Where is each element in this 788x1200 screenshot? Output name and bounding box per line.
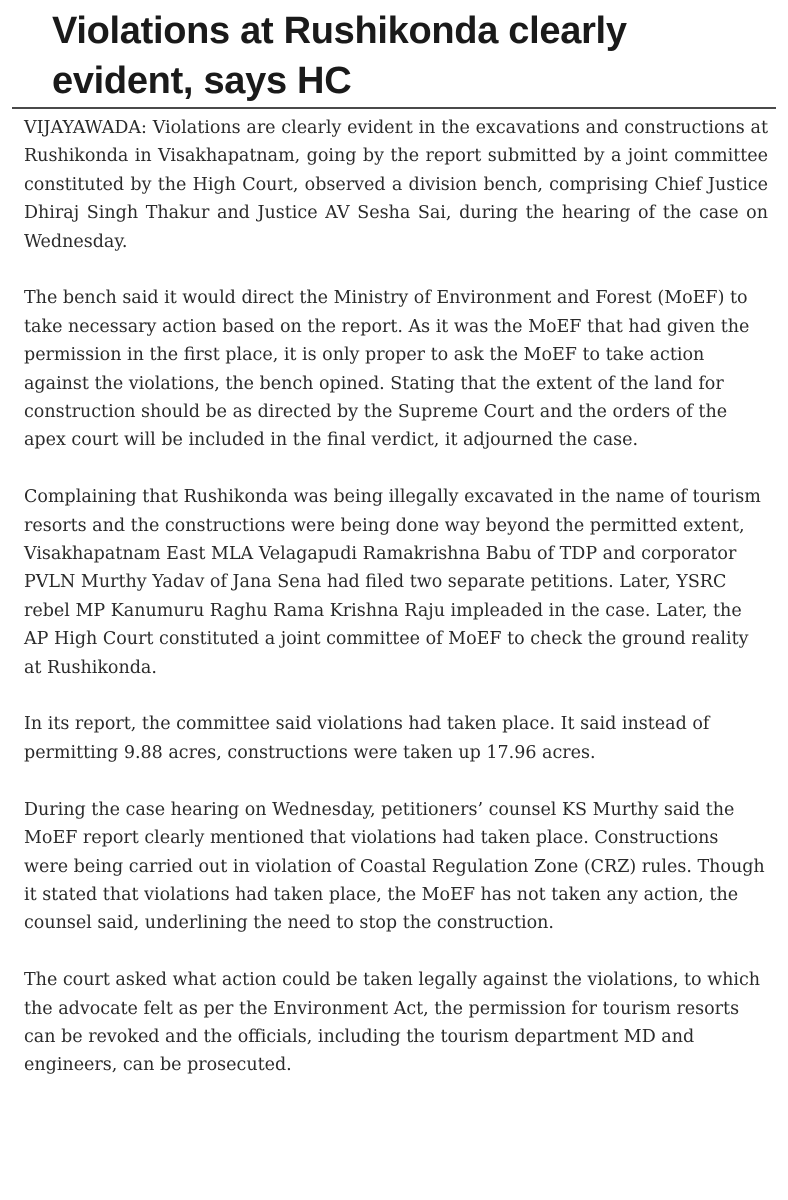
article-paragraph-4: In its report, the committee said violations had taken place. It said instead of permitting 9.88 acres, constructions were taken up 17.96 acres.: [24, 714, 710, 763]
headline: Violations at Rushikonda clearly evident, says HC: [52, 10, 627, 102]
headline-divider: [12, 107, 776, 109]
article-paragraph-3: Complaining that Rushikonda was being illegally excavated in the name of tourism resorts and the constructions were being done way beyond the permitted extent, Visakhapatnam East MLA Velagapudi Ramakrishna Babu of TDP and corporator PVLN Murthy Yadav of Jana Sena had filed two separate petitions. Later, YSRC rebel MP Kanumuru Raghu Rama Krishna Raju impleaded in the case. Later, the AP High Court constituted a joint committee of MoEF to check the ground reality at Rushikonda.: [24, 487, 761, 678]
article-paragraph-6: The court asked what action could be taken legally against the violations, to which the advocate felt as per the Environment Act, the permission for tourism resorts can be revoked and the officials, including the tourism department MD and engineers, can be prosecuted.: [24, 970, 761, 1076]
article-paragraph-5: During the case hearing on Wednesday, petitioners’ counsel KS Murthy said the MoEF report clearly mentioned that violations had taken place. Constructions were being carried out in violation of Coastal Regulation Zone (CRZ) rules. Though it stated that violations had taken place, the MoEF has not taken any action, the counsel said, underlining the need to stop the construction.: [24, 799, 765, 934]
article-paragraph-1: VIJAYAWADA: Violations are clearly evident in the excavations and constructions at Rushikonda in Visakhapatnam, going by the report submitted by a joint committee constituted by the High Court, observed a division bench, comprising Chief Justice Dhiraj Singh Thakur and Justice AV Sesha Sai, during the hearing of the case on Wednesday.: [24, 118, 768, 252]
article-paragraph-2: The bench said it would direct the Ministry of Environment and Forest (MoEF) to take necessary action based on the report. As it was the MoEF that had given the permission in the first place, it is only proper to ask the MoEF to take action against the violations, the bench opined. Stating that the extent of the land for construction should be as directed by the Supreme Court and the orders of the apex court will be included in the final verdict, it adjourned the case.: [24, 288, 750, 451]
article-body: [24, 114, 768, 1108]
